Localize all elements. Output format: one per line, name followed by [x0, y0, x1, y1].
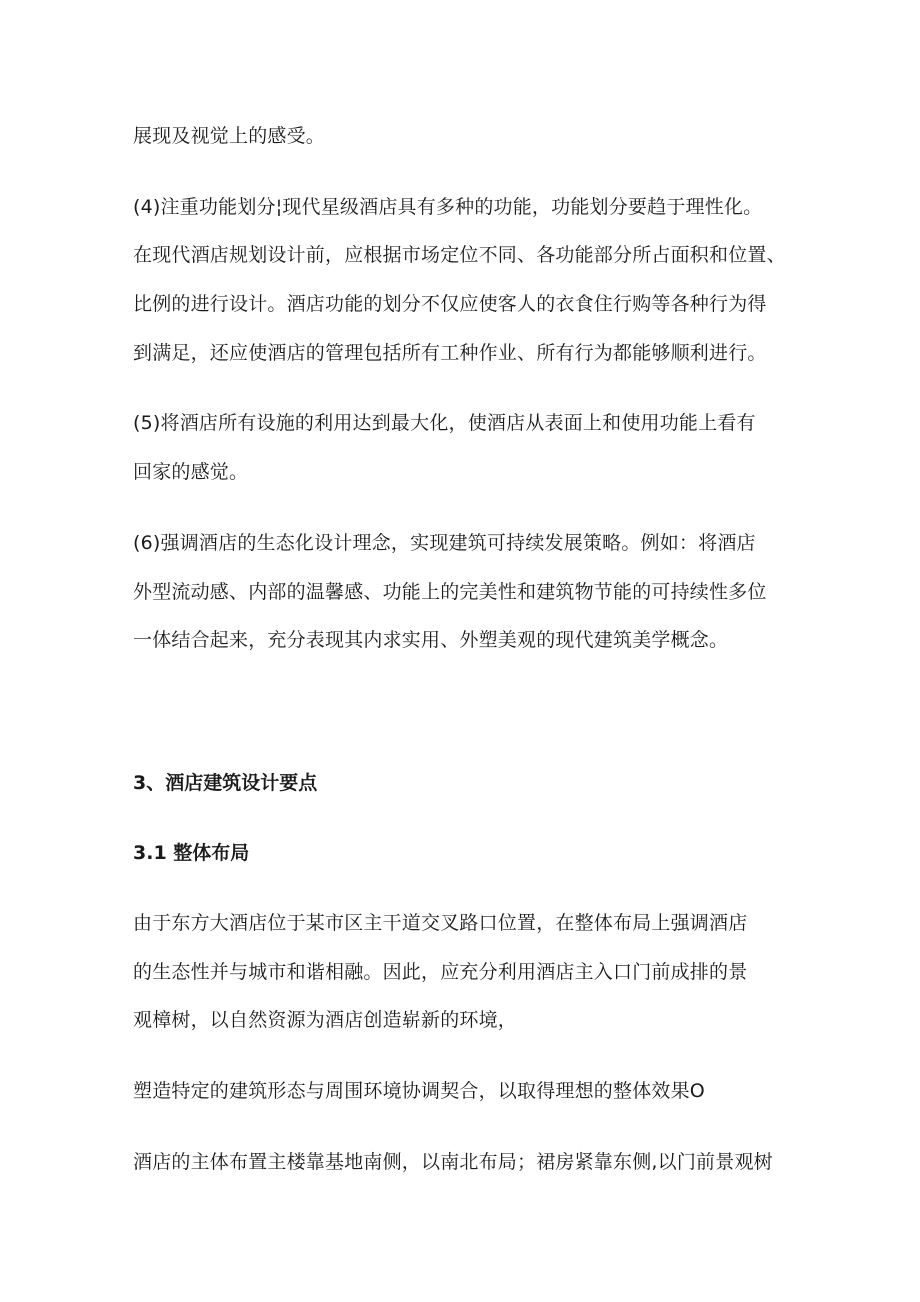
- layout-paragraph-line-3: 观樟树，以自然资源为酒店创造崭新的环境，: [133, 1009, 518, 1031]
- sub-section-heading: 3.1 整体布局: [133, 842, 250, 864]
- paragraph-line: 展现及视觉上的感受。: [133, 125, 326, 147]
- paragraph-5-line-2: 回家的感觉。: [133, 461, 249, 483]
- layout-paragraph-line-1: 由于东方大酒店位于某市区主干道交叉路口位置，在整体布局上强调酒店: [133, 912, 748, 934]
- paragraph-4-line-3: 比例的进行设计。酒店功能的划分不仅应使客人的衣食住行购等各种行为得: [133, 293, 767, 315]
- main-building-paragraph-line: 酒店的主体布置主楼靠基地南侧，以南北布局；裙房紧靠东侧,以门前景观树: [133, 1151, 773, 1173]
- paragraph-6-line-2: 外型流动感、内部的温馨感、功能上的完美性和建筑物节能的可持续性多位: [133, 581, 767, 603]
- paragraph-6-line-3: 一体结合起来，充分表现其内求实用、外塑美观的现代建筑美学概念。: [133, 629, 729, 651]
- paragraph-5-line-1: (5)将酒店所有设施的利用达到最大化，使酒店从表面上和使用功能上看有: [133, 412, 756, 434]
- layout-paragraph-line-2: 的生态性并与城市和谐相融。因此，应充分利用酒店主入口门前成排的景: [133, 961, 748, 983]
- paragraph-4-line-1: (4)注重功能划分¦现代星级酒店具有多种的功能，功能划分要趋于理性化。: [133, 196, 763, 218]
- section-heading: 3、酒店建筑设计要点: [133, 772, 318, 794]
- paragraph-4-line-4: 到满足，还应使酒店的管理包括所有工种作业、所有行为都能够顺利进行。: [133, 342, 767, 364]
- shape-paragraph-line: 塑造特定的建筑形态与周围环境协调契合，以取得理想的整体效果O: [133, 1080, 705, 1102]
- paragraph-6-line-1: (6)强调酒店的生态化设计理念，实现建筑可持续发展策略。例如：将酒店: [133, 532, 756, 554]
- paragraph-4-line-2: 在现代酒店规划设计前，应根据市场定位不同、各功能部分所占面积和位置、: [133, 244, 786, 266]
